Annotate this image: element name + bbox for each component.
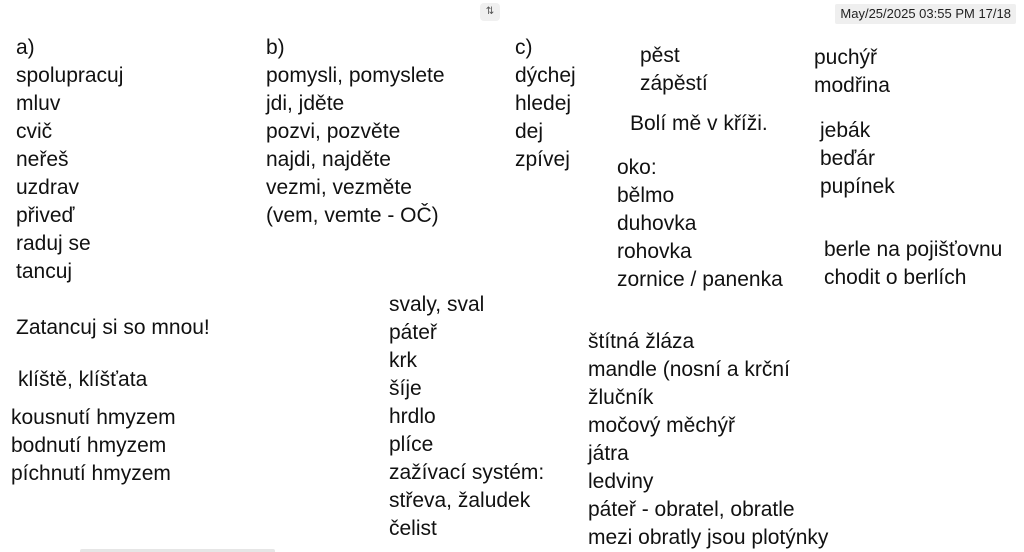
note-line: plíce bbox=[389, 433, 434, 456]
note-line: neřeš bbox=[16, 148, 69, 171]
note-line: hrdlo bbox=[389, 405, 436, 428]
note-line: uzdrav bbox=[16, 176, 80, 199]
note-line: šíje bbox=[389, 377, 422, 400]
note-line: svaly, sval bbox=[389, 293, 485, 316]
note-line: jebák bbox=[820, 119, 871, 142]
note-line: pěst bbox=[640, 44, 680, 67]
note-organs bbox=[588, 328, 828, 552]
note-tick: klíště, klíšťata bbox=[18, 368, 148, 391]
note-line: dýchej bbox=[515, 64, 576, 87]
note-line: pozvi, pozvěte bbox=[266, 120, 401, 143]
note-line: štítná žláza bbox=[588, 330, 695, 353]
note-line: modřina bbox=[814, 74, 890, 97]
note-line: zpívej bbox=[515, 148, 570, 171]
note-line: páteř - obratel, obratle bbox=[588, 498, 795, 521]
note-line: čelist bbox=[389, 517, 437, 540]
note-line: bělmo bbox=[617, 184, 675, 207]
note-line: hledej bbox=[515, 92, 572, 115]
note-line: b) bbox=[266, 36, 285, 59]
note-line: kousnutí hmyzem bbox=[11, 406, 176, 429]
note-line: (vem, vemte - OČ) bbox=[266, 204, 439, 227]
note-line: zornice / panenka bbox=[617, 268, 783, 291]
note-line: mandle (nosní a krční bbox=[588, 358, 790, 381]
note-line: puchýř bbox=[814, 46, 878, 69]
note-dance: Zatancuj si so mnou! bbox=[16, 316, 210, 339]
status-datetime: May/25/2025 03:55 PM bbox=[840, 6, 975, 21]
status-bar bbox=[835, 4, 1016, 24]
note-line: krk bbox=[389, 349, 417, 372]
note-line: bodnutí hmyzem bbox=[11, 434, 167, 457]
note-line: rohovka bbox=[617, 240, 692, 263]
note-line: a) bbox=[16, 36, 35, 59]
note-line: píchnutí hmyzem bbox=[11, 462, 171, 485]
note-line: najdi, najděte bbox=[266, 148, 391, 171]
note-line: pupínek bbox=[820, 175, 895, 198]
note-line: střeva, žaludek bbox=[389, 489, 531, 512]
note-pimple bbox=[820, 117, 895, 201]
note-blister bbox=[814, 44, 890, 100]
status-page-counter: 17/18 bbox=[978, 6, 1011, 21]
note-line: játra bbox=[588, 442, 629, 465]
note-line: tancuj bbox=[16, 260, 73, 283]
note-line: vezmi, vezměte bbox=[266, 176, 412, 199]
note-line: duhovka bbox=[617, 212, 697, 235]
note-line: c) bbox=[515, 36, 533, 59]
note-line: mezi obratly jsou plotýnky bbox=[588, 526, 829, 549]
note-line: močový měchýř bbox=[588, 414, 736, 437]
note-line: páteř bbox=[389, 321, 437, 344]
note-line: zápěstí bbox=[640, 72, 708, 95]
note-line: raduj se bbox=[16, 232, 91, 255]
note-line: beďár bbox=[820, 147, 875, 170]
note-column-b bbox=[266, 34, 445, 230]
note-hand bbox=[640, 42, 708, 98]
note-eye bbox=[617, 154, 783, 294]
note-line: spolupracuj bbox=[16, 64, 124, 87]
note-line: ledviny bbox=[588, 470, 654, 493]
sort-arrows-icon[interactable]: ⇅ bbox=[480, 3, 500, 21]
note-line: oko: bbox=[617, 156, 657, 179]
note-body bbox=[389, 291, 544, 543]
note-line: cvič bbox=[16, 120, 53, 143]
note-line: chodit o berlích bbox=[824, 266, 967, 289]
note-line: zažívací systém: bbox=[389, 461, 545, 484]
note-column-c bbox=[515, 34, 576, 174]
note-line: jdi, jděte bbox=[266, 92, 345, 115]
note-insect bbox=[11, 404, 176, 488]
note-line: žlučník bbox=[588, 386, 654, 409]
note-cross: Bolí mě v kříži. bbox=[630, 112, 768, 135]
note-column-a bbox=[16, 34, 123, 286]
note-line: berle na pojišťovnu bbox=[824, 238, 1003, 261]
note-line: přiveď bbox=[16, 204, 75, 227]
note-crutches bbox=[824, 236, 1002, 292]
note-line: mluv bbox=[16, 92, 61, 115]
note-line: dej bbox=[515, 120, 544, 143]
note-line: pomysli, pomyslete bbox=[266, 64, 445, 87]
